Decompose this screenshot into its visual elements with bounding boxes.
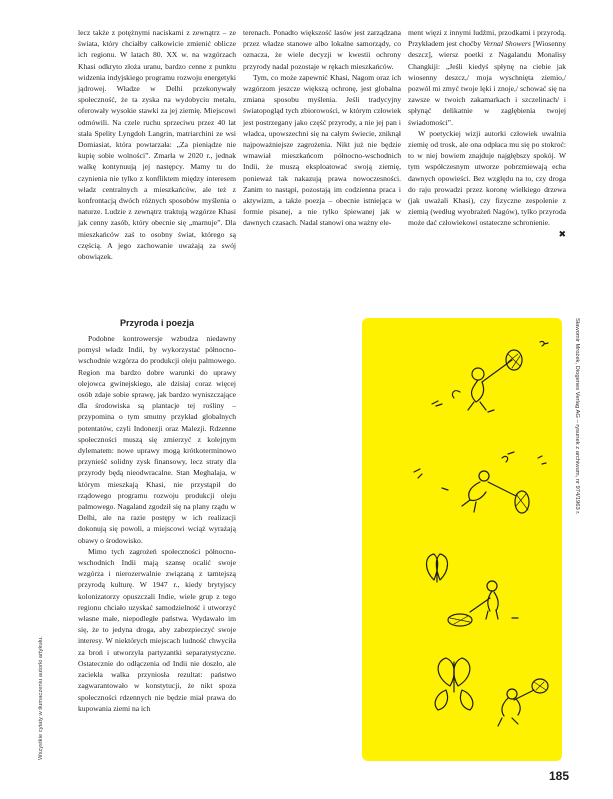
image-credit-text: Sławomir Mrożek, Diogenes Verlag AG – rysunek z archiwum, nr 974/1963 r. <box>574 318 580 515</box>
scene-1 <box>432 341 548 412</box>
page-number: 185 <box>549 769 570 783</box>
side-note <box>38 560 54 760</box>
section-heading: Przyroda i poezja <box>119 318 195 328</box>
paragraph: Mimo tych zagrożeń społeczności północno-wschodnich Indii mają szansę ocalić swoje wzgórza i nierozerwalnie związaną z tamtejszą przyrodą kulturę. W 1947 r., kiedy brytyjscy kolonizatorzy opuszczali Indie, wiele grup z tego regionu chciało uzyskać samodzielność i utworzyć własne małe, niepodległe państwa. Wydawało im się, że to jedyna droga, aby zabezpieczyć swoje interesy. W niektórych miejscach ludność chwyciła za broń i utworzyła partyzantki separatystyczne. Ostatecznie do odłączenia od Indii nie doszło, ale zaciekła walka przyniosła rezultat: państwo zagwarantowało w konstytucji, że nikt spoza społeczności rdzennych nie będzie miał prawa do kupowania ziemi na ich <box>78 546 236 713</box>
scene-3 <box>427 554 519 626</box>
cartoon-drawing <box>362 318 562 761</box>
paragraph: Tym, co może zapewnić Khasi, Nagom oraz ich wzgórzom jeszcze większą ochronę, jest globalna zmiana sposobu myślenia. Jeśli tradycyjny światopogląd tych zbiorowości, w którym człowiek jest postrzegany jako część przyrody, a nie jej pan i władca, upowszechni się na całym świecie, zniknął najpoważniejsze zagrożenia. Nikt już nie będzie wmawiał mieszkańcom północno-wschodnich Indii, że muszą eksploatować swoją ziemię, ponieważ tak nakazują prawa nowoczesności. Zanim to nastąpi, pozostają im codzienna praca i aktywizm, a także poezja – obecnie istniejąca w formie pisanej, a nie tylko śpiewanej jak w dawnych czasach. Nadal stanowi ona ważny ele- <box>243 72 401 228</box>
paragraph: terenach. Ponadto większość lasów jest zarządzana przez władze stanowe albo lokalne samorządy, co oznacza, że wiele decyzji w kwestii ochrony przyrody nadal pozostaje w rękach mieszkańców. <box>243 28 401 71</box>
cartoon-illustration <box>362 318 562 761</box>
text-column-1 <box>78 27 236 262</box>
paragraph: lecz także z potężnymi naciskami z zewnątrz – ze świata, który chciałby całkowicie zmienić oblicze ich regionu. W latach 80. XX w. na wzgórzach Khasi odkryto złoża uranu, bardzo cenne z punktu widzenia indyjskiego programu rozwoju energetyki jądrowej. Władze w Delhi przekonywały społeczność, że ta zyska na wydobyciu metalu, oferowały wysokie stawki za jej ziemię. Miejscowi odmówili. Na czele ruchu sprzeciwu przez 40 lat stała Spelity Lyngdoh Langrin, matriarchini ze wsi Domiasiat, która powtarzała: „Za pieniądze nie kupię sobie wolności”. Zmarła w 2020 r., jednak walkę kontynuują jej następcy. Mamy tu do czynienia nie tylko z konfliktem między interesem władz centralnych a mieszkańców, ale też z konfrontacją dwóch różnych sposobów myślenia o naturze. Ludzie z zewnątrz traktują wzgórze Khasi jak cenny zasób, który obecnie się „marnuje”. Dla mieszkańców zaś to osobny świat, którego są częścią. A jego zachowanie uważają za swój obowiązek. <box>78 28 236 262</box>
text-fragment: [Wiosenny deszcz], wiersz poetki z Nagalandu Monalisy Changkiji: „Jeśli kiedyś spłynę na ciebie jak wiosenny deszcz,/ moja wyschnięta ziemio,/ pozwól mi zmyć twoje lęki i znoje,/ schować się na zawsze w twoich zakamarkach i szczelinach/ i spłynąć delikatnie w zagłębienia twojej świadomości”. <box>408 39 566 127</box>
image-credit <box>570 318 580 758</box>
poem-title: Vernal Showers <box>483 39 531 49</box>
text-column-1-lower <box>78 333 236 714</box>
text-column-3 <box>408 27 566 241</box>
paragraph <box>408 27 566 128</box>
paragraph: Podobne kontrowersje wzbudza niedawny pomysł władz Indii, by wykorzystać północno-wschodnie wzgórza do produkcji oleju palmowego. Region ma bardzo dobre warunki do uprawy olejowca gwinejskiego, ale dzisiaj coraz więcej osób zdaje sobie sprawę, jak bardzo wyniszczające dla środowiska są plantacje tej rośliny – przypomina o tym smutny przykład globalnych potentatów, czyli Indonezji oraz Malezji. Rdzenne społeczności muszą się zmierzyć z kolejnym dylematem: nowe uprawy mogą krótkoterminowo przynieść solidny zysk finansowy, lecz straty dla przyrody będą nieodwracalne. Stan Meghalaja, w którym mieszkają Khasi, nie przystąpił do rządowego programu rozwoju produkcji oleju palmowego. Nagaland zgodził się na plany rządu w Delhi, ale na razie postępy w ich realizacji dokonują się powoli, a miejscowi wciąż wyrażają obawy o środowisko. <box>78 334 236 545</box>
text-column-2 <box>243 27 401 229</box>
text-fragment: ment więzi z innymi ludźmi, przodkami i przyrodą. Przykładem jest choćby <box>408 28 566 49</box>
paragraph: W poetyckiej wizji autorki człowiek uwalnia ziemię od trosk, ale ona odpłaca mu się po stokroć: to w niej bowiem znajduje najgłębszy spokój. W tym współczesnym utworze pobrzmiewają echa dawnych opowieści. Bez względu na to, czy droga do raju prowadzi przez koronę wielkiego drzewa (jak uważali Khasi), czy fizyczne zespolenie z ziemią (według wyobrażeń Nagów), tylko przyroda może dać człowiekowi ostateczne schronienie. <box>408 128 566 228</box>
end-of-article-mark: ✖ <box>558 229 566 240</box>
scene-4 <box>435 658 548 726</box>
scene-2 <box>414 452 546 513</box>
side-note-text: Wszystkie cytaty w tłumaczeniu autorki artykułu. <box>38 636 44 760</box>
